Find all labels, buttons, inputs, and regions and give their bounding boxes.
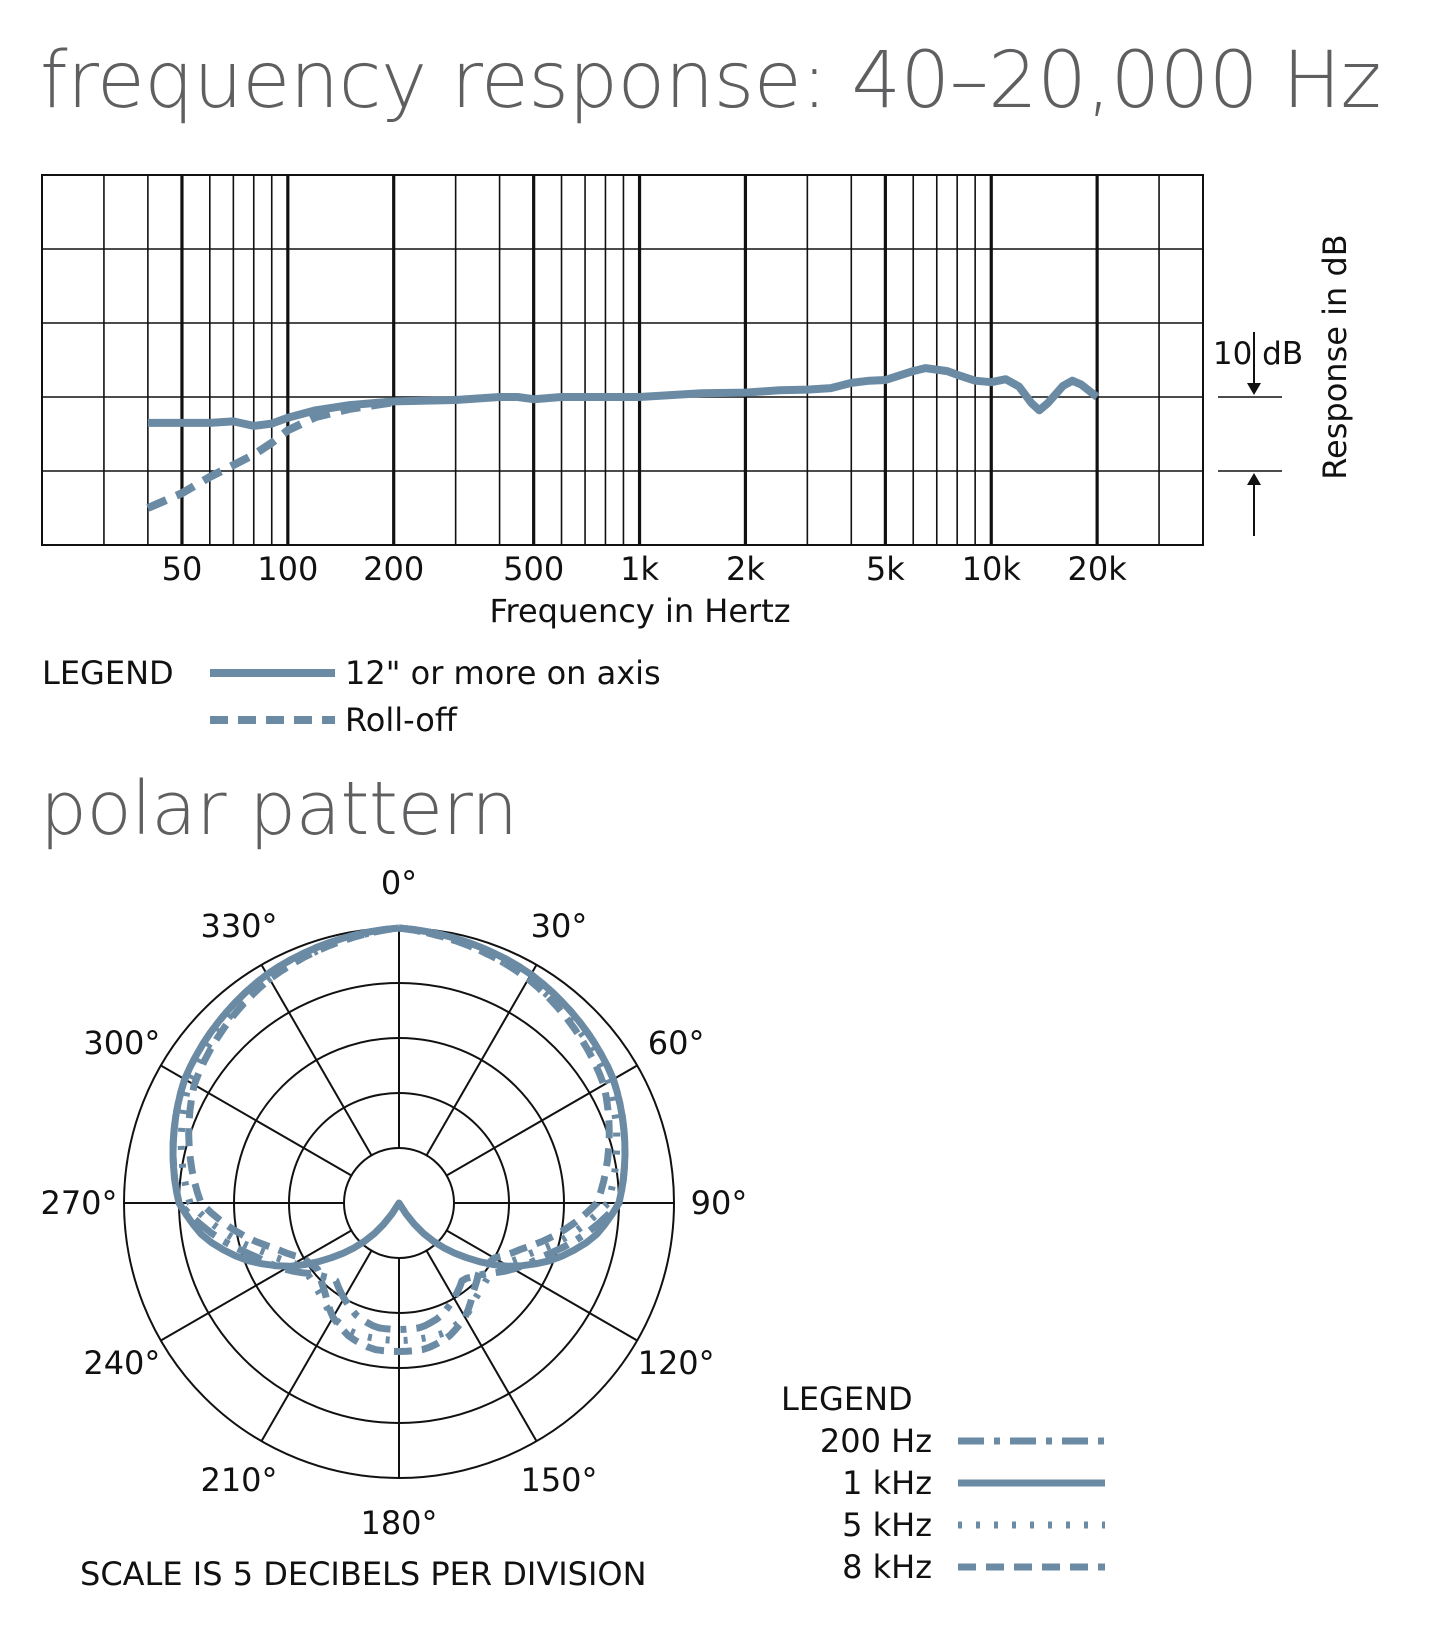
polar-angle-label: 150° (520, 1461, 598, 1500)
polar-angle-label: 210° (200, 1461, 278, 1500)
polar-angle-label: 180° (360, 1504, 438, 1542)
x-tick-label: 5k (865, 550, 905, 588)
polar-spoke (262, 1251, 372, 1442)
x-axis-label: Frequency in Hertz (489, 592, 791, 630)
polar-angle-label: 30° (530, 906, 588, 945)
legend-series-0-label: 12" or more on axis (345, 654, 661, 692)
frequency-response-title: frequency response: 40–20,000 Hz (40, 36, 1381, 126)
x-tick-label: 50 (161, 550, 203, 588)
polar-angle-label: 120° (637, 1344, 715, 1382)
legend-series-1-label: Roll-off (345, 701, 457, 739)
polar-legend-label: 200 Hz (819, 1422, 932, 1460)
polar-angle-label: 300° (83, 1024, 161, 1062)
polar-legend (820, 1422, 1105, 1586)
freq-legend-title: LEGEND (42, 654, 174, 692)
polar-angle-label: 60° (647, 1024, 705, 1062)
x-tick-label: 20k (1067, 550, 1127, 588)
polar-legend-label: 8 kHz (842, 1548, 932, 1586)
y-axis-label: Response in dB (1316, 234, 1354, 480)
scale-marker-label: 10 dB (1212, 336, 1304, 372)
polar-legend-label: 1 kHz (842, 1464, 932, 1502)
polar-legend-title: LEGEND (781, 1380, 913, 1418)
x-tick-label: 2k (725, 550, 765, 588)
x-tick-label: 10k (961, 550, 1021, 588)
x-tick-label: 200 (363, 550, 425, 588)
x-tick-label: 100 (257, 550, 319, 588)
polar-angle-label: 270° (40, 1184, 118, 1222)
x-tick-label: 1k (620, 550, 659, 588)
polar-angle-label: 0° (380, 864, 418, 902)
polar-spoke (427, 965, 537, 1156)
polar-angle-label: 240° (83, 1344, 161, 1382)
polar-angle-label: 90° (690, 1184, 748, 1222)
polar-pattern-title: polar pattern (40, 766, 518, 852)
polar-scale-note: SCALE IS 5 DECIBELS PER DIVISION (80, 1555, 647, 1593)
x-tick-label: 500 (503, 550, 565, 588)
polar-spoke (262, 965, 372, 1156)
polar-angle-label: 330° (200, 906, 278, 945)
polar-spoke (427, 1251, 537, 1442)
polar-legend-label: 5 kHz (842, 1506, 932, 1544)
